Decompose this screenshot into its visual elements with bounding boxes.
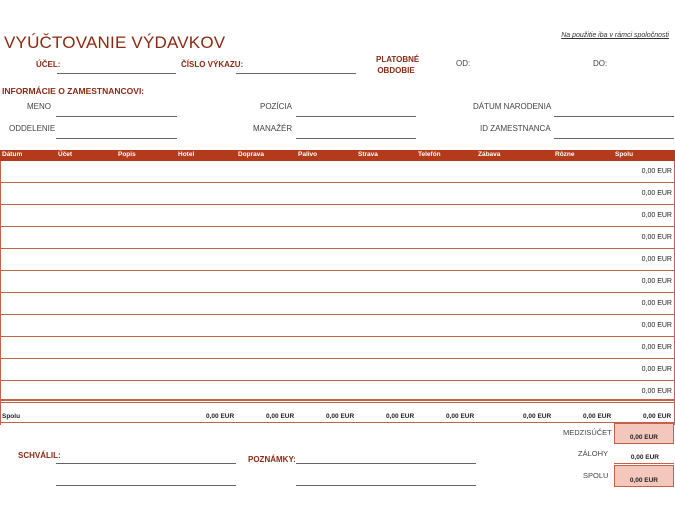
row-total: 0,00 EUR	[641, 212, 672, 219]
col-header-misc: Rôzne	[555, 151, 575, 158]
col-header-date: Dátum	[2, 151, 23, 158]
row-total: 0,00 EUR	[641, 344, 672, 351]
manager-field[interactable]	[296, 138, 416, 139]
position-label: POZÍCIA	[260, 102, 293, 111]
table-row[interactable]	[0, 359, 675, 381]
grand-total-label: SPOLU	[583, 471, 609, 480]
subtotal-label: MEDZISÚČET	[563, 428, 612, 437]
subtotal-value: 0,00 EUR	[629, 434, 658, 441]
table-row[interactable]	[0, 161, 675, 183]
period-label	[376, 55, 420, 75]
total-grand: 0,00 EUR	[643, 413, 672, 420]
name-field[interactable]	[56, 116, 177, 117]
total-fuel: 0,00 EUR	[326, 413, 355, 420]
row-total: 0,00 EUR	[641, 322, 672, 329]
table-row[interactable]	[0, 183, 675, 205]
table-row[interactable]	[0, 271, 675, 293]
grand-total-box	[614, 465, 674, 487]
report-number-label: ČÍSLO VÝKAZU:	[181, 60, 244, 69]
department-label: ODDELENIE	[9, 124, 56, 133]
col-header-description: Popis	[118, 151, 136, 158]
total-entertainment: 0,00 EUR	[523, 413, 552, 420]
row-total: 0,00 EUR	[641, 190, 672, 197]
advances-field[interactable]	[614, 446, 674, 464]
page-title: VYÚČTOVANIE VÝDAVKOV	[4, 33, 226, 52]
totals-row	[0, 399, 675, 423]
subtotal-box	[614, 423, 674, 444]
name-label: MENO	[27, 102, 51, 111]
row-total: 0,00 EUR	[641, 366, 672, 373]
approved-by-field-2[interactable]	[56, 485, 236, 486]
approved-by-label: SCHVÁLIL:	[18, 451, 61, 460]
grand-total-value: 0,00 EUR	[629, 477, 658, 484]
birth-date-field[interactable]	[554, 116, 674, 117]
row-total: 0,00 EUR	[641, 388, 672, 395]
total-transport: 0,00 EUR	[266, 413, 295, 420]
col-header-meals: Strava	[358, 151, 378, 158]
purpose-label: ÚČEL:	[36, 60, 61, 69]
col-header-total: Spolu	[615, 151, 634, 158]
table-row[interactable]	[0, 249, 675, 271]
col-header-transport: Doprava	[238, 151, 265, 158]
position-field[interactable]	[296, 116, 416, 117]
table-left-border	[0, 161, 1, 425]
col-header-fuel: Palivo	[298, 151, 318, 158]
table-row[interactable]	[0, 293, 675, 315]
totals-label: Spolu	[2, 413, 21, 420]
row-total: 0,00 EUR	[641, 168, 672, 175]
table-row[interactable]	[0, 227, 675, 249]
employee-section-title: INFORMÁCIE O ZAMESTNANCOVI:	[2, 86, 145, 96]
col-header-entertainment: Zábava	[478, 151, 501, 158]
col-header-phone: Telefón	[418, 151, 441, 158]
department-field[interactable]	[56, 138, 177, 139]
col-header-account: Účet	[58, 151, 73, 158]
purpose-field[interactable]	[57, 73, 176, 74]
total-phone: 0,00 EUR	[446, 413, 475, 420]
employee-id-field[interactable]	[554, 138, 674, 139]
advances-value: 0,00 EUR	[630, 454, 659, 461]
total-meals: 0,00 EUR	[386, 413, 415, 420]
period-label-line-1: PLATOBNÉ	[376, 55, 420, 64]
advances-label: ZÁLOHY	[578, 449, 609, 458]
from-label: OD:	[456, 59, 471, 68]
internal-use-note: Na použitie iba v rámci spoločnosti	[561, 32, 669, 39]
report-number-field[interactable]	[236, 73, 356, 74]
total-hotel: 0,00 EUR	[206, 413, 235, 420]
row-total: 0,00 EUR	[641, 300, 672, 307]
expense-table-header	[0, 150, 675, 161]
notes-field-2[interactable]	[296, 485, 476, 486]
table-row[interactable]	[0, 315, 675, 337]
row-total: 0,00 EUR	[641, 234, 672, 241]
period-label-line-2: OBDOBIE	[377, 66, 415, 75]
notes-label: POZNÁMKY:	[248, 455, 296, 464]
manager-label: MANAŽÉR	[253, 124, 293, 133]
row-total: 0,00 EUR	[641, 256, 672, 263]
employee-id-label: ID ZAMESTNANCA	[480, 124, 551, 133]
row-total: 0,00 EUR	[641, 278, 672, 285]
total-misc: 0,00 EUR	[583, 413, 612, 420]
birth-date-label: DÁTUM NARODENIA	[473, 102, 552, 111]
notes-field[interactable]	[296, 463, 476, 464]
approved-by-field[interactable]	[56, 463, 236, 464]
table-row[interactable]	[0, 337, 675, 359]
col-header-hotel: Hotel	[178, 151, 195, 158]
table-row[interactable]	[0, 205, 675, 227]
to-label: DO:	[593, 59, 608, 68]
